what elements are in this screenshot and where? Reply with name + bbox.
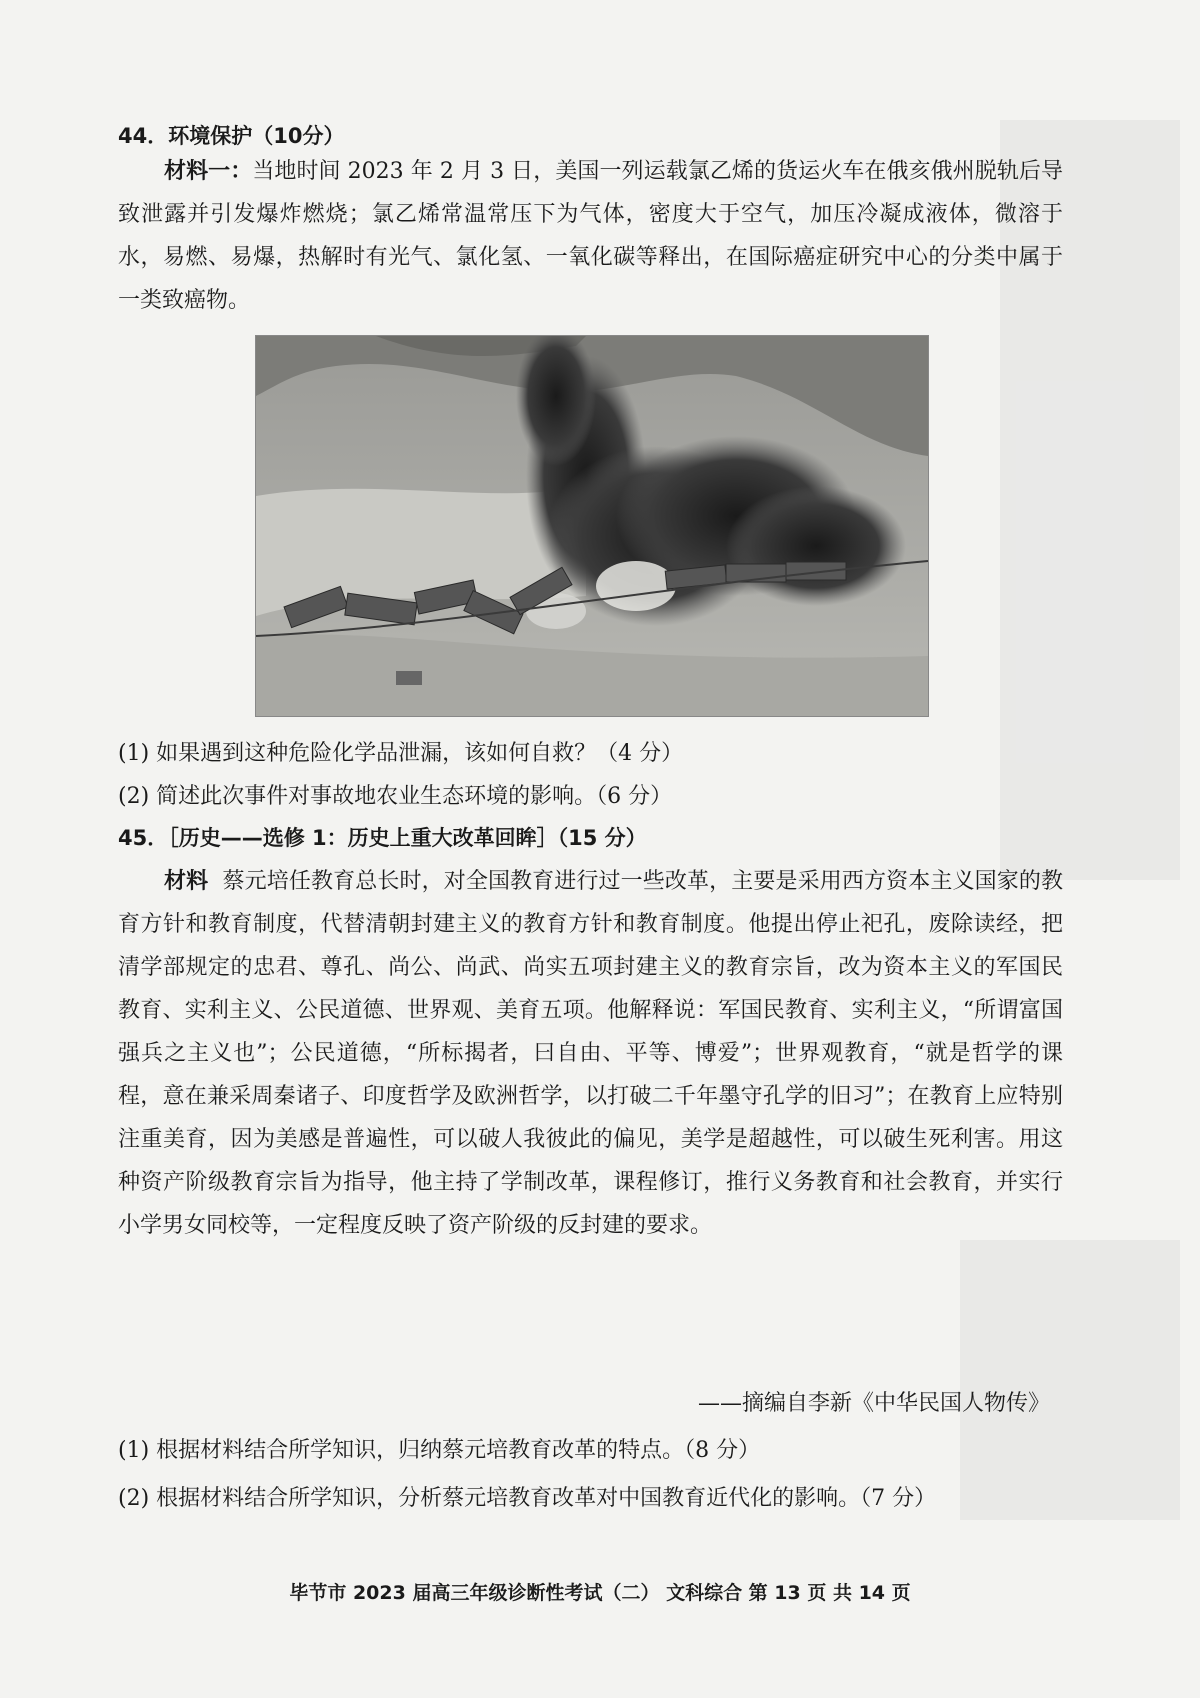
q45-subquestion-1: (1) 根据材料结合所学知识，归纳蔡元培教育改革的特点。（8 分） <box>118 1438 761 1463</box>
page-footer: 毕节市 2023 届高三年级诊断性考试（二） 文科综合 第 13 页 共 14 页 <box>289 1582 911 1604</box>
q44-material-text: 当地时间 2023 年 2 月 3 日，美国一列运载氯乙烯的货运火车在俄亥俄州脱轨后导致泄露并引发爆炸燃烧；氯乙烯常温常压下为气体，密度大于空气，加压冷凝成液体，微溶于水，易燃、易爆，热解时有光气、氯化氢、一氧化碳等释出，在国际癌症研究中心的分类中属于一类致癌物。 <box>118 159 1063 313</box>
q45-material-label: 材料 <box>164 869 209 894</box>
q44-subquestion-2: (2) 简述此次事件对事故地农业生态环境的影响。（6 分） <box>118 784 673 809</box>
q44-heading: 44．环境保护（10分） <box>118 124 345 148</box>
train-derailment-photo <box>255 335 929 717</box>
q44-material <box>118 150 1063 322</box>
q44-material-label: 材料一： <box>164 159 253 184</box>
q45-heading: 45．［历史——选修 1：历史上重大改革回眸］（15 分） <box>118 826 647 850</box>
q45-source-citation: ——摘编自李新《中华民国人物传》 <box>697 1391 1050 1416</box>
q45-material <box>118 860 1063 1247</box>
bleed-through-right-lower <box>960 1240 1180 1520</box>
q45-subquestion-2: (2) 根据材料结合所学知识，分析蔡元培教育改革对中国教育近代化的影响。（7 分） <box>118 1486 937 1511</box>
q45-material-text: 蔡元培任教育总长时，对全国教育进行过一些改革，主要是采用西方资本主义国家的教育方针和教育制度，代替清朝封建主义的教育方针和教育制度。他提出停止祀孔，废除读经，把清学部规定的忠君、尊孔、尚公、尚武、尚实五项封建主义的教育宗旨，改为资本主义的军国民教育、实利主义、公民道德、世界观、美育五项。他解释说：军国民教育、实利主义，“所谓富国强兵之主义也”；公民道德，“所标揭者，曰自由、平等、博爱”；世界观教育，“就是哲学的课程，意在兼采周秦诸子、印度哲学及欧洲哲学，以打破二千年墨守孔学的旧习”；在教育上应特别注重美育，因为美感是普遍性，可以破人我彼此的偏见，美学是超越性，可以破生死利害。用这种资产阶级教育宗旨为指导，他主持了学制改革，课程修订，推行义务教育和社会教育，并实行小学男女同校等，一定程度反映了资产阶级的反封建的要求。 <box>118 869 1063 1238</box>
q44-subquestion-1: (1) 如果遇到这种危险化学品泄漏，该如何自救？（4 分） <box>118 741 684 766</box>
